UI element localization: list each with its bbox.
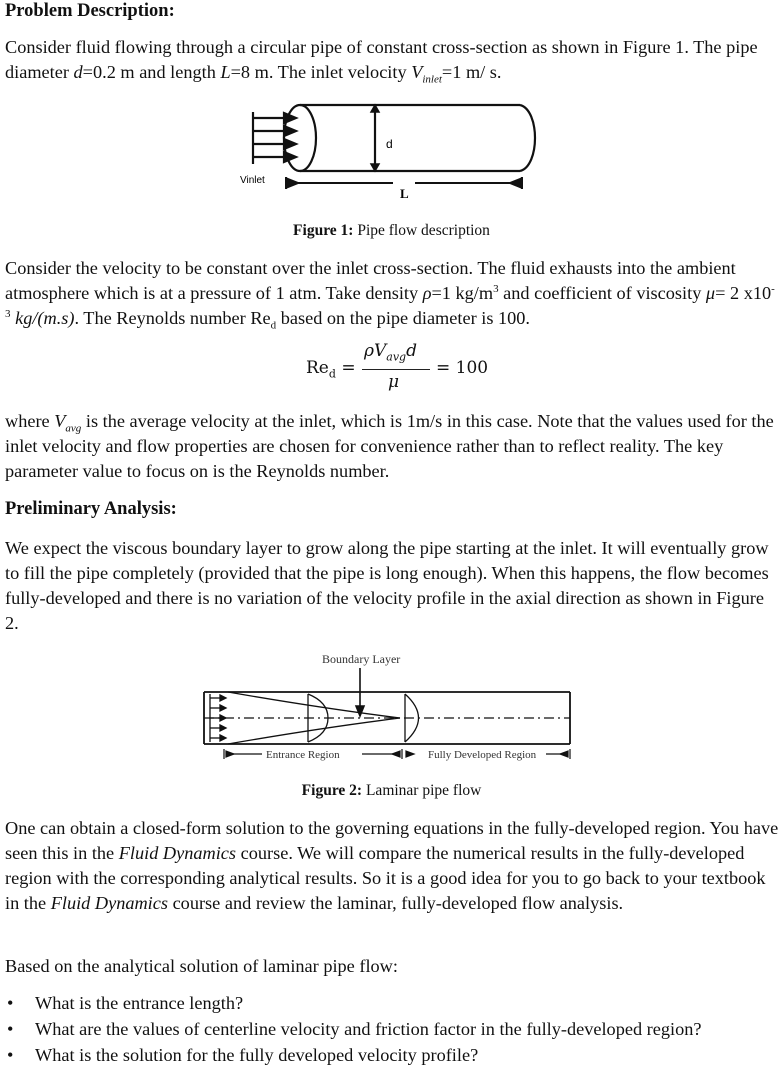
unit-text: kg/(m.s) — [15, 308, 75, 328]
label-d: d — [386, 137, 393, 151]
text-span: . The Reynolds number Re — [74, 308, 271, 328]
inlet-velocity-arrows — [253, 112, 296, 164]
inlet-profile-arrows — [210, 694, 226, 742]
question-text: What are the values of centerline velocity and friction factor in the fully-developed region? — [35, 1019, 702, 1039]
text-span: Consider fluid flowing through a circular pipe of constant cross-section as shown in Figure 1. The pipe diameter — [5, 37, 758, 82]
equation-lhs — [306, 358, 356, 381]
preliminary-paragraph: We expect the viscous boundary layer to grow along the pipe starting at the inlet. It will eventually grow to fill the pipe completely (provided that the pipe is long enough). When this happens, the flow becomes fully-developed and there is no variation of the velocity profile in the axial direction as shown in Figure 2. — [5, 538, 769, 633]
label-vinlet: Vinlet — [240, 175, 265, 186]
var-V-sub: inlet — [422, 73, 442, 86]
var-V: V — [54, 411, 66, 431]
question-text: What is the entrance length? — [35, 993, 244, 1013]
text-span: d — [406, 341, 417, 361]
problem-paragraph — [5, 35, 780, 85]
average-velocity-paragraph — [5, 409, 780, 484]
closed-form-paragraph — [5, 816, 780, 916]
problem-heading: Problem Description: — [5, 1, 175, 21]
label-boundary-layer: Boundary Layer — [322, 652, 401, 666]
pipe-flow-figure — [240, 98, 540, 203]
var-V-sub: avg — [65, 422, 82, 435]
text-span: One can obtain a closed-form solution to the governing equations in the fully-developed region. You have seen this in the — [5, 818, 779, 863]
text-span: course. We will compare the numerical results in the fully-developed region with the corresponding analytical results. So it is a good idea for you to go back to your textbook in the — [5, 843, 766, 913]
var-d: d — [73, 62, 83, 82]
text-span: ρV — [364, 341, 387, 361]
label-entrance-region: Entrance Region — [266, 749, 340, 761]
preliminary-heading: Preliminary Analysis: — [5, 499, 177, 519]
fraction-bar — [362, 369, 430, 370]
var-mu: μ — [705, 283, 716, 303]
bullet-icon: • — [7, 1045, 14, 1065]
figure1-caption — [0, 221, 783, 241]
superscript: 3 — [493, 282, 499, 295]
subscript: d — [328, 367, 336, 381]
label-L: L — [400, 186, 409, 201]
text-span: and coefficient of viscosity — [498, 283, 706, 303]
analytical-intro: Based on the analytical solution of laminar pipe flow: — [5, 956, 398, 976]
question-list — [0, 990, 783, 1068]
caption-text: Pipe flow description — [353, 222, 490, 239]
var-L: L — [220, 62, 231, 82]
text-span: = — [335, 358, 356, 378]
text-span: =1 m/ s. — [441, 62, 502, 82]
list-item — [0, 1016, 783, 1042]
caption-label: Figure 1: — [293, 222, 354, 239]
course-name: Fluid Dynamics — [118, 843, 237, 863]
text-span: is the average velocity at the inlet, which is 1m/s in this case. Note that the values used for the inlet velocity and flow properties are chosen for convenience rather than to reflect reality. The key parameter value to focus on is the Reynolds number. — [5, 411, 774, 481]
equation-rhs: = 100 — [436, 358, 489, 378]
caption-text: Laminar pipe flow — [362, 782, 482, 799]
text-span: Re — [306, 358, 329, 378]
reynolds-equation — [300, 338, 520, 400]
figure2-caption — [0, 781, 783, 801]
subscript: d — [270, 319, 277, 332]
text-span: =8 m. The inlet velocity — [230, 62, 412, 82]
caption-label: Figure 2: — [301, 782, 363, 799]
equation-numerator — [364, 341, 417, 364]
bullet-icon: • — [7, 1019, 14, 1039]
text-span: based on the pipe diameter is 100. — [276, 308, 530, 328]
equation-denominator: μ — [388, 372, 400, 392]
list-item — [0, 990, 783, 1016]
text-span: Consider the velocity to be constant over the inlet cross-section. The fluid exhausts into the ambient atmosphere which is at a pressure of 1 atm. Take density — [5, 258, 736, 303]
bullet-icon: • — [7, 993, 14, 1013]
var-V: V — [411, 62, 423, 82]
var-rho: ρ — [422, 283, 432, 303]
superscript: -3 — [5, 282, 775, 320]
subscript: avg — [386, 350, 407, 364]
list-item — [0, 1042, 783, 1068]
text-span: course and review the laminar, fully-developed flow analysis. — [168, 893, 624, 913]
text-span: where — [5, 411, 55, 431]
course-name: Fluid Dynamics — [50, 893, 168, 913]
text-span: =0.2 m and length — [82, 62, 221, 82]
conditions-paragraph — [5, 256, 780, 331]
label-fully-developed-region: Fully Developed Region — [428, 749, 537, 761]
laminar-pipe-figure — [200, 650, 580, 765]
question-text: What is the solution for the fully developed velocity profile? — [35, 1045, 479, 1065]
text-span: =1 kg/m — [431, 283, 494, 303]
text-span: = 2 x10 — [715, 283, 772, 303]
